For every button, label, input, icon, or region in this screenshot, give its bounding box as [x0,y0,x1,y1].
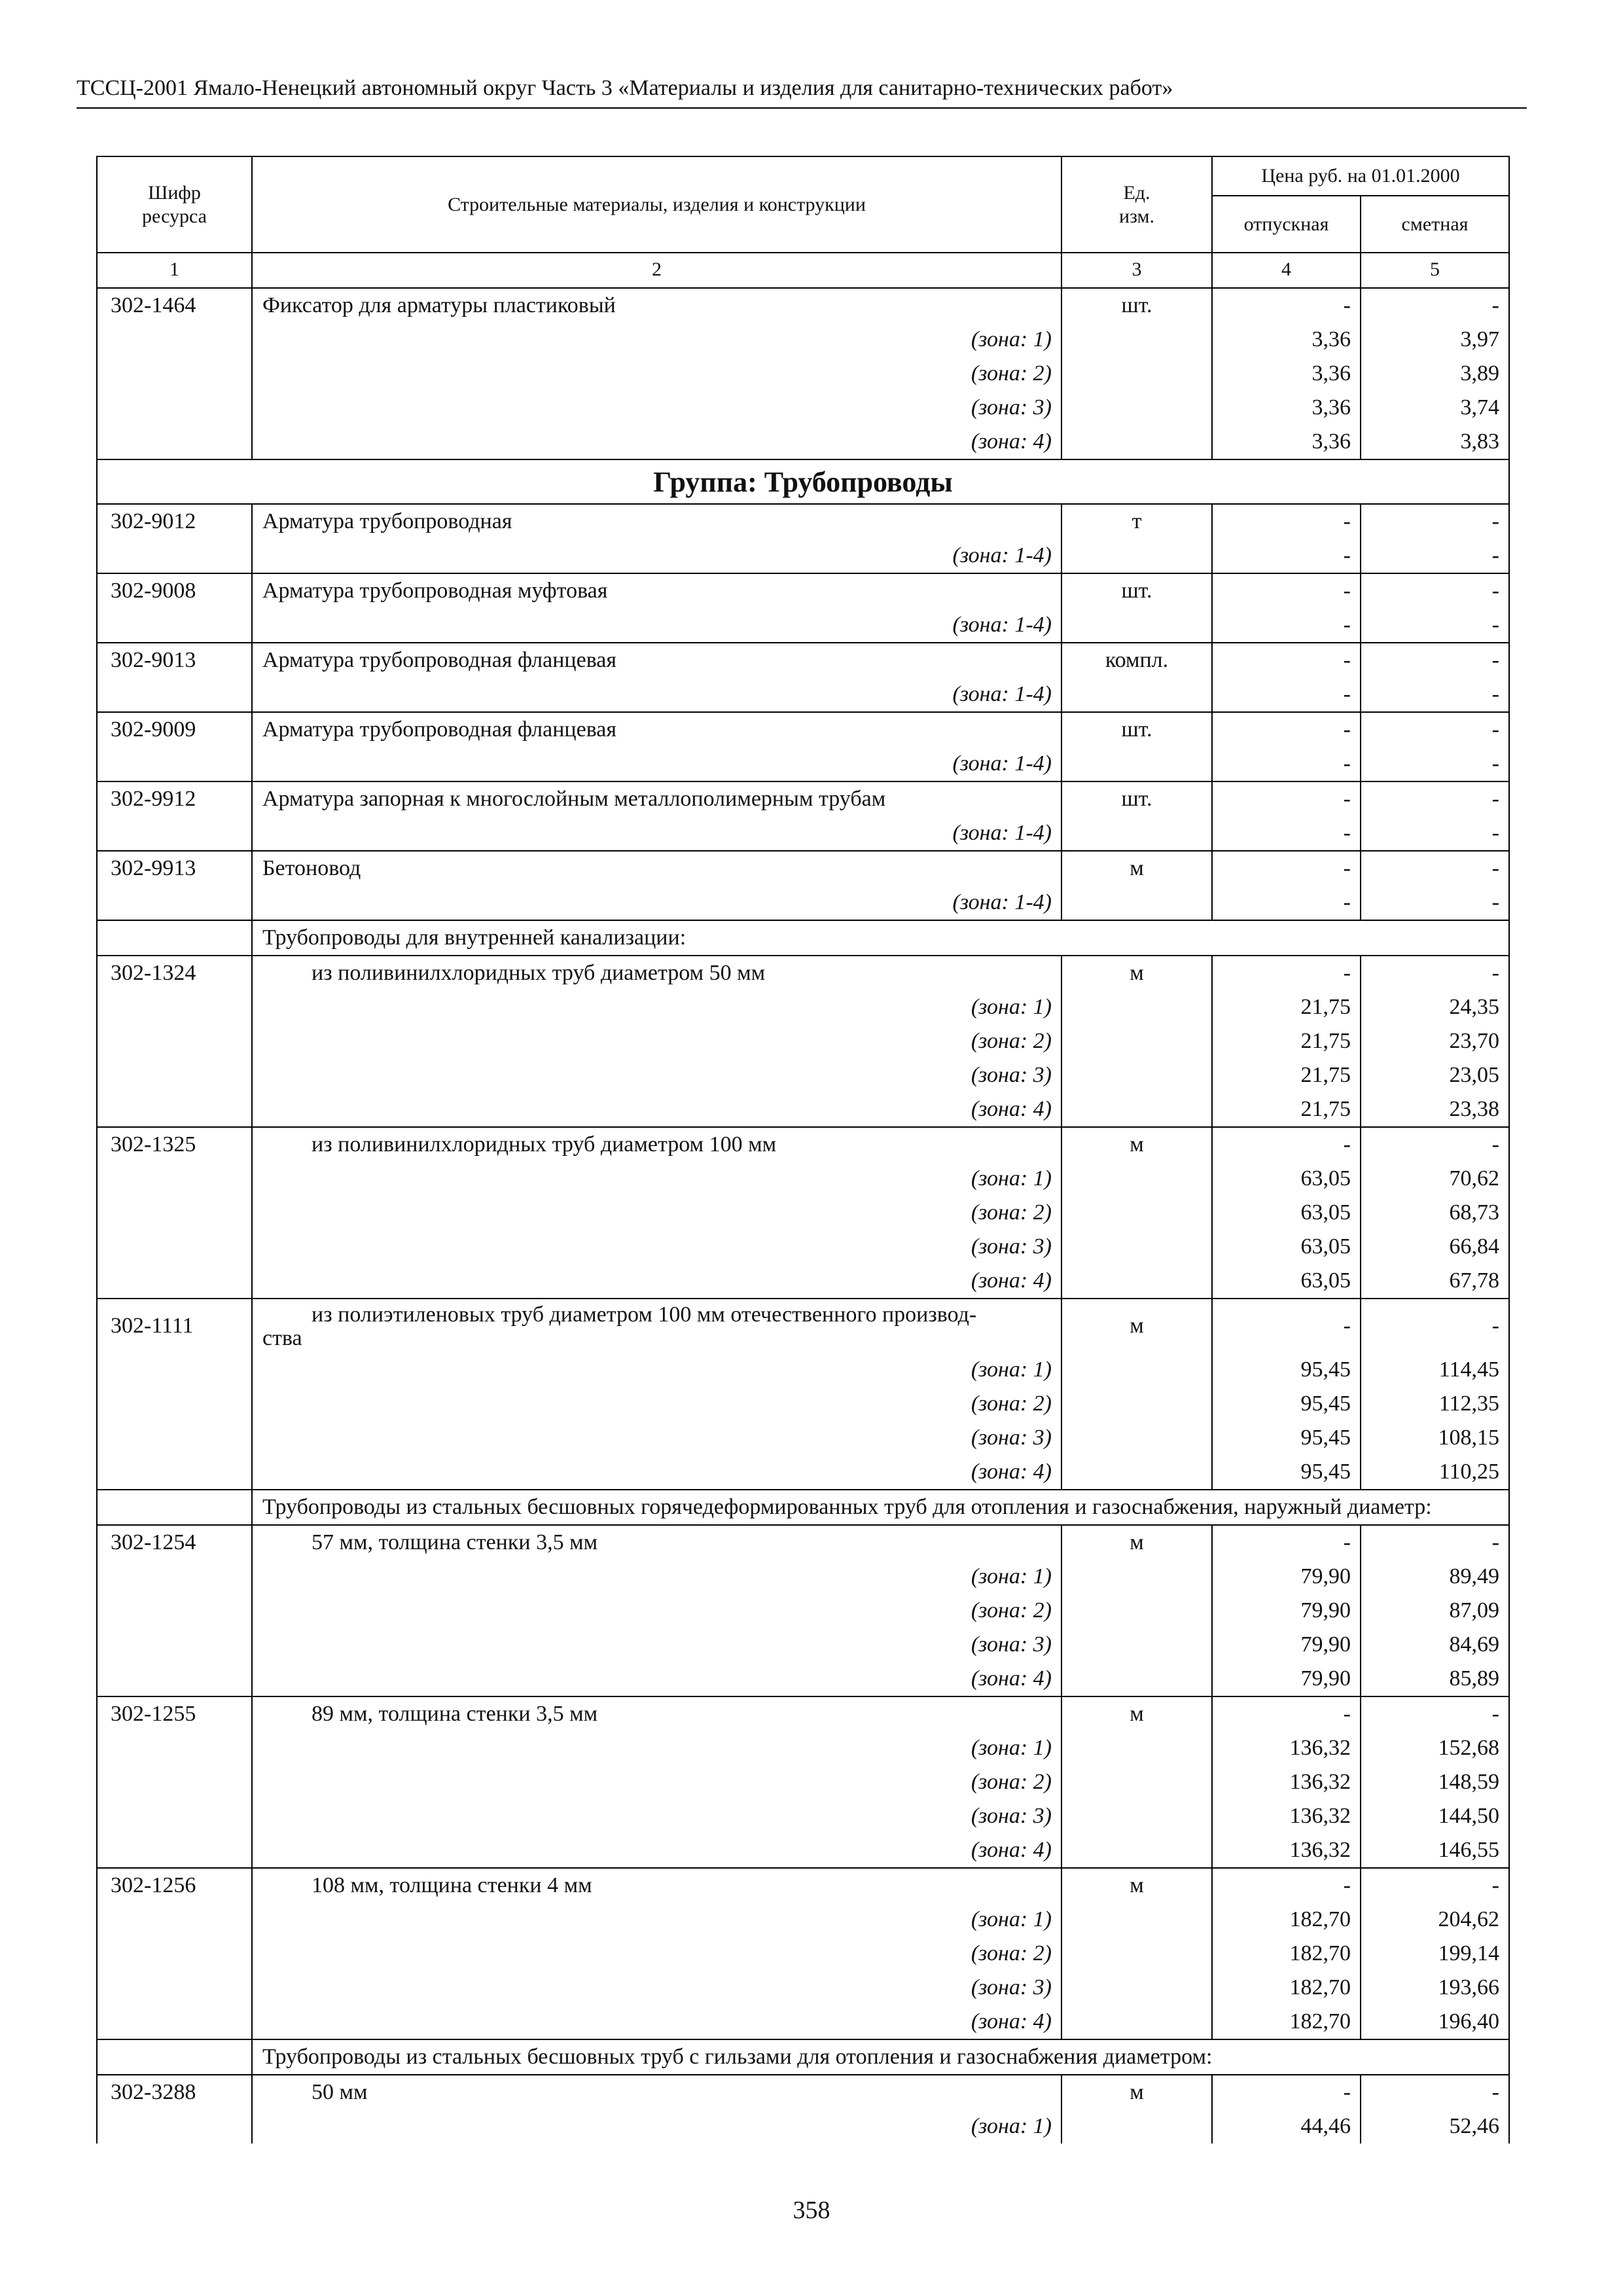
release-price: 3,36 [1311,429,1351,454]
zone-label: (зона: 1) [971,2114,1052,2138]
estimate-price: - [1491,648,1499,672]
zone-label: (зона: 4) [971,429,1052,454]
release-price: - [1343,1530,1351,1554]
zone-label: (зона: 2) [971,1391,1052,1416]
resource-code: 302-9912 [111,787,196,811]
estimate-price: 108,15 [1438,1426,1499,1450]
subheading-text: Трубопроводы из стальных бесшовных горячедеформированных труб для отопления и газоснабжения, наружный диаметр: [253,1490,1510,1524]
item-name: Арматура трубопроводная муфтовая [262,579,608,603]
estimate-price: 204,62 [1438,1907,1499,1931]
table-row-302-9013 [98,643,1510,713]
unit: м [1130,961,1144,985]
zone-label: (зона: 1-4) [952,613,1052,637]
release-price: - [1343,613,1351,637]
zone-label: (зона: 2) [971,1200,1052,1225]
zone-label: (зона: 3) [971,1632,1052,1657]
zone-label: (зона: 1) [971,995,1052,1019]
zone-label: (зона: 2) [971,1941,1052,1965]
resource-code: 302-9008 [111,579,196,603]
estimate-price: 3,97 [1460,327,1499,351]
item-name: Арматура запорная к многослойным металлополимерным трубам [262,787,886,811]
column-number: 1 [98,253,253,287]
release-price: 21,75 [1300,995,1351,1019]
table-row-302-1255 [98,1697,1510,1869]
items-block-pvc [98,956,1510,1299]
release-price: - [1343,856,1351,880]
estimate-price: 66,84 [1449,1234,1499,1259]
unit: м [1130,1702,1144,1726]
zone-label: (зона: 4) [971,1097,1052,1121]
resource-code: 302-9913 [111,856,196,880]
resource-code: 302-3288 [111,2080,196,2104]
zone-label: (зона: 1-4) [952,751,1052,776]
resource-code: 302-9012 [111,509,196,533]
release-price: 182,70 [1289,1941,1351,1965]
estimate-price: - [1491,856,1499,880]
item-name: 108 мм, толщина стенки 4 мм [312,1873,592,1897]
release-price: - [1343,682,1351,706]
estimate-price: 52,46 [1449,2114,1499,2138]
zone-label: (зона: 1) [971,1907,1052,1931]
header-price [1213,157,1510,252]
release-price: 136,32 [1289,1838,1351,1862]
estimate-price: - [1491,1132,1499,1157]
estimate-price: - [1491,2080,1499,2104]
subheading-hot-deformed [98,1490,1510,1526]
release-price: - [1343,717,1351,742]
estimate-price: 110,25 [1438,1460,1499,1484]
table-row-302-9008 [98,574,1510,643]
resource-code: 302-1111 [111,1314,194,1338]
resource-code: 302-1256 [111,1873,196,1897]
estimate-price: - [1491,890,1499,914]
estimate-price: 193,66 [1438,1975,1499,2000]
price-table [96,156,1510,2144]
estimate-price: 112,35 [1438,1391,1499,1416]
header-release-price: отпускная [1213,196,1361,252]
zone-label: (зона: 3) [971,1426,1052,1450]
estimate-price: 23,05 [1449,1063,1499,1087]
release-price: 136,32 [1289,1736,1351,1760]
item-name: Арматура трубопроводная фланцевая [262,648,617,672]
zone-label: (зона: 3) [971,1063,1052,1087]
column-number: 2 [253,253,1062,287]
estimate-price: 3,89 [1460,361,1499,386]
page-number: 358 [793,2197,830,2224]
zone-label: (зона: 1-4) [952,682,1052,706]
release-price: - [1343,1702,1351,1726]
estimate-price: 23,38 [1449,1097,1499,1121]
estimate-price: - [1491,821,1499,845]
subheading-text: Трубопроводы для внутренней канализации: [253,921,1510,955]
release-price: - [1343,579,1351,603]
unit: м [1130,2080,1144,2104]
release-price: - [1343,1132,1351,1157]
release-price: 79,90 [1300,1598,1351,1623]
estimate-price: - [1491,579,1499,603]
release-price: 95,45 [1300,1391,1351,1416]
unit: шт. [1121,579,1152,603]
estimate-price: 144,50 [1438,1804,1499,1828]
release-price: 182,70 [1289,2009,1351,2034]
zone-label: (зона: 2) [971,361,1052,386]
item-name: Арматура трубопроводная [262,509,512,533]
group-title: Группа: Трубопроводы [98,460,1510,505]
resource-code: 302-1254 [111,1530,196,1554]
subheading-sewerage [98,921,1510,956]
items-block-fixator [98,289,1510,460]
zone-label: (зона: 1) [971,1736,1052,1760]
table-row-302-9912 [98,782,1510,852]
table-header [98,157,1510,253]
release-price: 63,05 [1300,1166,1351,1191]
release-price: 136,32 [1289,1804,1351,1828]
zone-label: (зона: 1) [971,1166,1052,1191]
estimate-price: 146,55 [1438,1838,1499,1862]
release-price: - [1343,751,1351,776]
table-row-302-1111 [98,1299,1510,1490]
release-price: - [1343,1873,1351,1897]
unit: шт. [1121,717,1152,742]
release-price: - [1343,543,1351,567]
estimate-price: 148,59 [1438,1770,1499,1794]
estimate-price: - [1491,751,1499,776]
release-price: 79,90 [1300,1564,1351,1588]
release-price: 95,45 [1300,1426,1351,1450]
header-name: Строительные материалы, изделия и конструкции [253,157,1062,252]
release-price: 79,90 [1300,1632,1351,1657]
resource-code: 302-1325 [111,1132,196,1157]
subheading-text: Трубопроводы из стальных бесшовных труб с гильзами для отопления и газоснабжения диаметром: [253,2040,1510,2074]
release-price: - [1343,890,1351,914]
zone-label: (зона: 4) [971,1268,1052,1293]
unit: м [1130,1873,1144,1897]
zone-label: (зона: 3) [971,1975,1052,2000]
zone-label: (зона: 2) [971,1770,1052,1794]
column-number: 5 [1361,253,1510,287]
column-numbers-row [98,253,1510,289]
unit: м [1130,1132,1144,1157]
release-price: 63,05 [1300,1200,1351,1225]
release-price: - [1343,821,1351,845]
zone-label: (зона: 4) [971,1666,1052,1691]
release-price: 3,36 [1311,361,1351,386]
item-name: Фиксатор для арматуры пластиковый [262,293,616,317]
estimate-price: 3,83 [1460,429,1499,454]
release-price: 79,90 [1300,1666,1351,1691]
table-row-302-1256 [98,1869,1510,2040]
items-block-armature [98,505,1510,921]
subheading-sleeved [98,2040,1510,2075]
column-number: 3 [1062,253,1213,287]
resource-code: 302-1324 [111,961,196,985]
estimate-price: - [1491,1702,1499,1726]
table-row-302-1464 [98,289,1510,460]
release-price: - [1343,787,1351,811]
estimate-price: 70,62 [1449,1166,1499,1191]
release-price: 95,45 [1300,1460,1351,1484]
estimate-price: - [1491,961,1499,985]
table-row-302-1324 [98,956,1510,1128]
column-number: 4 [1213,253,1361,287]
table-row-302-9012 [98,505,1510,574]
release-price: 182,70 [1289,1975,1351,2000]
estimate-price: 89,49 [1449,1564,1499,1588]
header-code: Шифр ресурса [98,157,253,252]
estimate-price: - [1491,1314,1499,1338]
item-name: из поливинилхлоридных труб диаметром 100 мм [312,1132,777,1157]
zone-label: (зона: 4) [971,2009,1052,2034]
header-unit: Ед. изм. [1062,157,1213,252]
zone-label: (зона: 3) [971,395,1052,420]
item-name: 57 мм, толщина стенки 3,5 мм [312,1530,598,1554]
unit: м [1130,1314,1144,1338]
resource-code: 302-9009 [111,717,196,742]
unit: м [1130,856,1144,880]
release-price: 182,70 [1289,1907,1351,1931]
zone-label: (зона: 4) [971,1460,1052,1484]
running-header: ТССЦ-2001 Ямало-Ненецкий автономный округ Часть 3 «Материалы и изделия для санитарно-технических работ» [77,73,1527,109]
release-price: - [1343,648,1351,672]
zone-label: (зона: 3) [971,1234,1052,1259]
item-name: Бетоновод [262,856,361,880]
table-row-302-9009 [98,713,1510,782]
estimate-price: 84,69 [1449,1632,1499,1657]
zone-label: (зона: 3) [971,1804,1052,1828]
item-name: Арматура трубопроводная фланцевая [262,717,617,742]
unit: шт. [1121,787,1152,811]
release-price: - [1343,2080,1351,2104]
release-price: 63,05 [1300,1234,1351,1259]
zone-label: (зона: 1-4) [952,821,1052,845]
unit: т [1132,509,1142,533]
table-row-302-9913 [98,852,1510,921]
estimate-price: - [1491,1873,1499,1897]
estimate-price: 85,89 [1449,1666,1499,1691]
resource-code: 302-1255 [111,1702,196,1726]
estimate-price: 87,09 [1449,1598,1499,1623]
estimate-price: - [1491,293,1499,317]
estimate-price: - [1491,613,1499,637]
estimate-price: - [1491,543,1499,567]
zone-label: (зона: 2) [971,1029,1052,1053]
estimate-price: - [1491,682,1499,706]
zone-label: (зона: 2) [971,1598,1052,1623]
release-price: 21,75 [1300,1029,1351,1053]
zone-label: (зона: 1) [971,1357,1052,1382]
table-row-302-1325 [98,1128,1510,1299]
items-block-steel [98,1526,1510,2040]
estimate-price: 24,35 [1449,995,1499,1019]
estimate-price: 67,78 [1449,1268,1499,1293]
estimate-price: 23,70 [1449,1029,1499,1053]
table-row-302-3288 [98,2075,1510,2144]
zone-label: (зона: 4) [971,1838,1052,1862]
header-estimate-price: сметная [1401,213,1469,235]
estimate-price: 196,40 [1438,2009,1499,2034]
release-price: - [1343,961,1351,985]
estimate-price: 3,74 [1460,395,1499,420]
estimate-price: - [1491,717,1499,742]
estimate-price: - [1491,787,1499,811]
resource-code: 302-9013 [111,648,196,672]
release-price: 21,75 [1300,1063,1351,1087]
release-price: 63,05 [1300,1268,1351,1293]
zone-label: (зона: 1-4) [952,543,1052,567]
zone-label: (зона: 1) [971,1564,1052,1588]
unit: компл. [1105,648,1169,672]
header-price-date: Цена руб. на 01.01.2000 [1213,157,1508,196]
estimate-price: - [1491,509,1499,533]
unit: шт. [1121,293,1152,317]
resource-code: 302-1464 [111,293,196,317]
zone-label: (зона: 1) [971,327,1052,351]
release-price: - [1343,293,1351,317]
estimate-price: - [1491,1530,1499,1554]
item-name: 50 мм [312,2080,368,2104]
unit: м [1130,1530,1144,1554]
estimate-price: 68,73 [1449,1200,1499,1225]
release-price: 21,75 [1300,1097,1351,1121]
release-price: - [1343,509,1351,533]
item-name: из полиэтиленовых труб диаметром 100 мм отечественного производ- ства [262,1302,977,1350]
estimate-price: 152,68 [1438,1736,1499,1760]
item-name: из поливинилхлоридных труб диаметром 50 мм [312,961,766,985]
table-row-302-1254 [98,1526,1510,1697]
release-price: 95,45 [1300,1357,1351,1382]
release-price: 44,46 [1300,2114,1351,2138]
zone-label: (зона: 1-4) [952,890,1052,914]
item-name: 89 мм, толщина стенки 3,5 мм [312,1702,598,1726]
release-price: 3,36 [1311,327,1351,351]
release-price: - [1343,1314,1351,1338]
estimate-price: 199,14 [1438,1941,1499,1965]
items-block-sleeved [98,2075,1510,2144]
estimate-price: 114,45 [1438,1357,1499,1382]
release-price: 3,36 [1311,395,1351,420]
release-price: 136,32 [1289,1770,1351,1794]
